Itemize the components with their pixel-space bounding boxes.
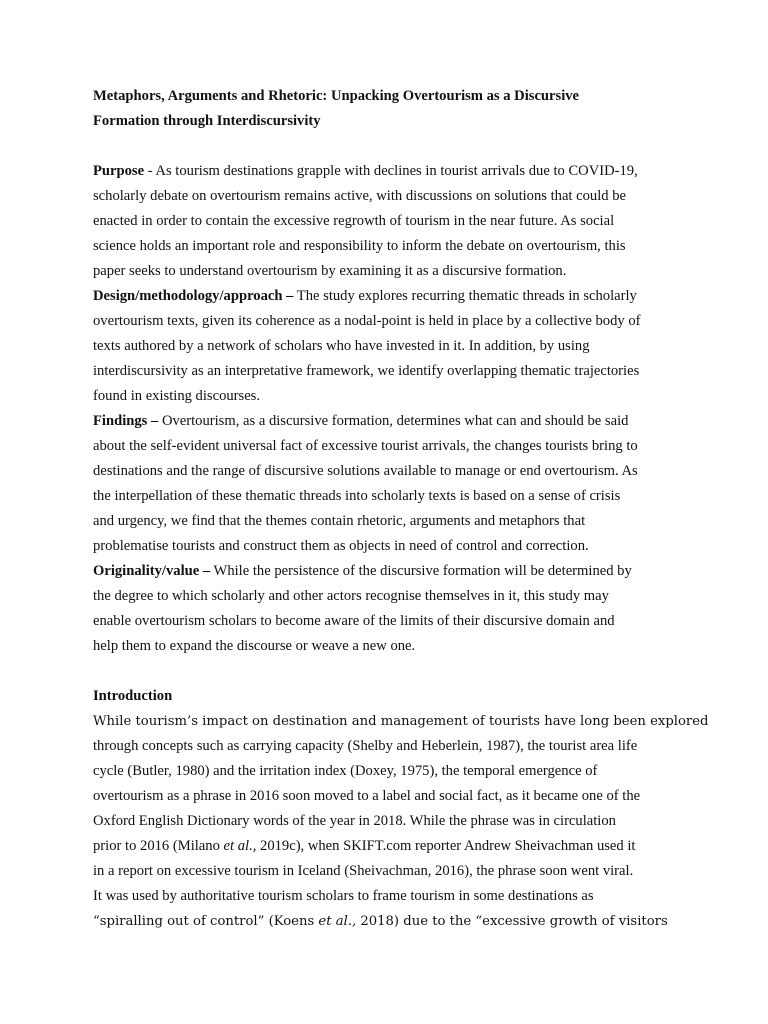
findings-line: problematise tourists and construct them as objects in need of control and correction. xyxy=(93,538,589,554)
title-line-1: Metaphors, Arguments and Rhetoric: Unpacking Overtourism as a Discursive xyxy=(93,88,580,104)
intro-line: It was used by authoritative tourism scholars to frame tourism in some destinations as xyxy=(93,888,594,904)
abstract xyxy=(93,159,698,659)
design-line: texts authored by a network of scholars who have invested in it. In addition, by using xyxy=(93,338,590,354)
introduction-heading: Introduction xyxy=(93,688,173,704)
design-line: overtourism texts, given its coherence as a nodal-point is held in place by a collective body of xyxy=(93,313,641,329)
findings-line: the interpellation of these thematic threads into scholarly texts is based on a sense of crisis xyxy=(93,488,621,504)
findings-line: Findings – Overtourism, as a discursive formation, determines what can and should be said xyxy=(93,413,629,429)
intro-line: Oxford English Dictionary words of the year in 2018. While the phrase was in circulation xyxy=(93,813,616,829)
introduction-section xyxy=(93,684,709,934)
findings-line: about the self-evident universal fact of excessive tourist arrivals, the changes tourists bring to xyxy=(93,438,638,454)
intro-line: overtourism as a phrase in 2016 soon moved to a label and social fact, as it became one of the xyxy=(93,788,641,804)
purpose-line: science holds an important role and responsibility to inform the debate on overtourism, this xyxy=(93,238,626,254)
design-line: found in existing discourses. xyxy=(93,388,261,404)
intro-line: in a report on excessive tourism in Iceland (Sheivachman, 2016), the phrase soon went viral. xyxy=(93,863,634,879)
design-label: Design/methodology/approach – xyxy=(93,288,294,304)
purpose-line: Purpose - As tourism destinations grapple with declines in tourist arrivals due to COVID-19, xyxy=(93,163,638,179)
purpose-line: paper seeks to understand overtourism by examining it as a discursive formation. xyxy=(93,263,567,279)
intro-line: prior to 2016 (Milano et al., 2019c), when SKIFT.com reporter Andrew Sheivachman used it xyxy=(93,838,636,854)
intro-line: cycle (Butler, 1980) and the irritation index (Doxey, 1975), the temporal emergence of xyxy=(93,763,598,779)
paper-title xyxy=(93,84,698,134)
originality-line: help them to expand the discourse or weave a new one. xyxy=(93,638,416,654)
title-line-2: Formation through Interdiscursivity xyxy=(93,113,321,129)
design-line: interdiscursivity as an interpretative framework, we identify overlapping thematic trajectories xyxy=(93,363,640,379)
intro-line: through concepts such as carrying capacity (Shelby and Heberlein, 1987), the tourist area life xyxy=(93,738,638,754)
originality-line: the degree to which scholarly and other actors recognise themselves in it, this study may xyxy=(93,588,609,604)
citation-et-al: et al., xyxy=(318,914,357,929)
originality-line: Originality/value – While the persistence of the discursive formation will be determined by xyxy=(93,563,632,579)
citation-et-al: et al., xyxy=(223,838,257,854)
findings-line: destinations and the range of discursive solutions available to manage or end overtourism. As xyxy=(93,463,638,479)
originality-label: Originality/value – xyxy=(93,563,211,579)
purpose-line: enacted in order to contain the excessive regrowth of tourism in the near future. As social xyxy=(93,213,615,229)
findings-line: and urgency, we find that the themes contain rhetoric, arguments and metaphors that xyxy=(93,513,586,529)
purpose-label: Purpose xyxy=(93,163,145,179)
intro-line: “spiralling out of control” (Koens et al., 2018) due to the “excessive growth of visitors xyxy=(93,914,668,929)
originality-line: enable overtourism scholars to become aware of the limits of their discursive domain and xyxy=(93,613,615,629)
findings-label: Findings – xyxy=(93,413,159,429)
purpose-line: scholarly debate on overtourism remains active, with discussions on solutions that could be xyxy=(93,188,626,204)
design-line: Design/methodology/approach – The study explores recurring thematic threads in scholarly xyxy=(93,288,637,304)
intro-line: While tourism’s impact on destination and management of tourists have long been explored xyxy=(93,714,709,729)
